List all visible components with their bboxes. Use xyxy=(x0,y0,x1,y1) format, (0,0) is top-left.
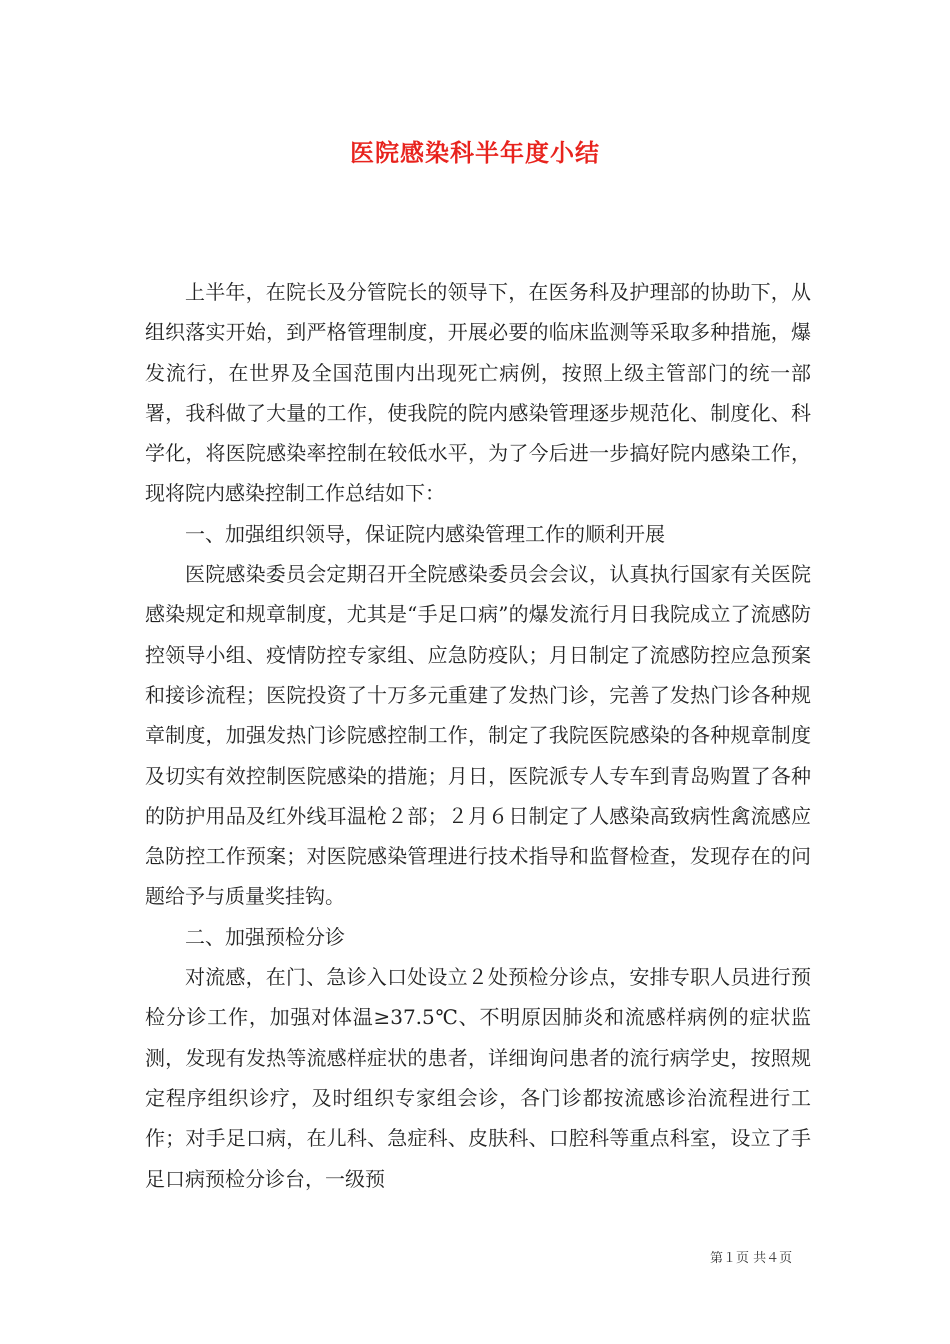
document-title: 医院感染科半年度小结 xyxy=(350,138,600,167)
document-body xyxy=(145,272,811,1199)
page-number-footer: 第１页 共４页 xyxy=(710,1251,793,1266)
paragraph-section-1: 医院感染委员会定期召开全院感染委员会会议，认真执行国家有关医院感染规定和规章制度，尤其是“手足口病”的爆发流行月日我院成立了流感防控领导小组、疫情防控专家组、应急防疫队；月日制定了流感防控应急预案和接诊流程；医院投资了十万多元重建了发热门诊，完善了发热门诊各种规章制度，加强发热门诊院感控制工作，制定了我院医院感染的各种规章制度及切实有效控制医院感染的措施；月日，医院派专人专车到青岛购置了各种的防护用品及红外线耳温枪２部；２月６日制定了人感染高致病性禽流感应急防控工作预案；对医院感染管理进行技术指导和监督检查，发现存在的问题给予与质量奖挂钩。 xyxy=(145,562,811,909)
section-heading-1: 一、加强组织领导，保证院内感染管理工作的顺利开展 xyxy=(185,521,665,546)
section-heading-2: 二、加强预检分诊 xyxy=(185,924,345,949)
paragraph-intro: 上半年，在院长及分管院长的领导下，在医务科及护理部的协助下，从组织落实开始，到严格管理制度，开展必要的临床监测等采取多种措施，爆发流行，在世界及全国范围内出现死亡病例，按照上级主管部门的统一部署，我科做了大量的工作，使我院的院内感染管理逐步规范化、制度化、科学化，将医院感染率控制在较低水平，为了今后进一步搞好院内感染工作，现将院内感染控制工作总结如下： xyxy=(145,280,811,506)
paragraph-section-2: 对流感，在门、急诊入口处设立２处预检分诊点，安排专职人员进行预检分诊工作，加强对体温≥37.5℃、不明原因肺炎和流感样病例的症状监测，发现有发热等流感样症状的患者，详细询问患者的流行病学史，按照规定程序组织诊疗，及时组织专家组会诊，各门诊都按流感诊治流程进行工作；对手足口病，在儿科、急症科、皮肤科、口腔科等重点科室，设立了手足口病预检分诊台，一级预 xyxy=(145,965,811,1191)
